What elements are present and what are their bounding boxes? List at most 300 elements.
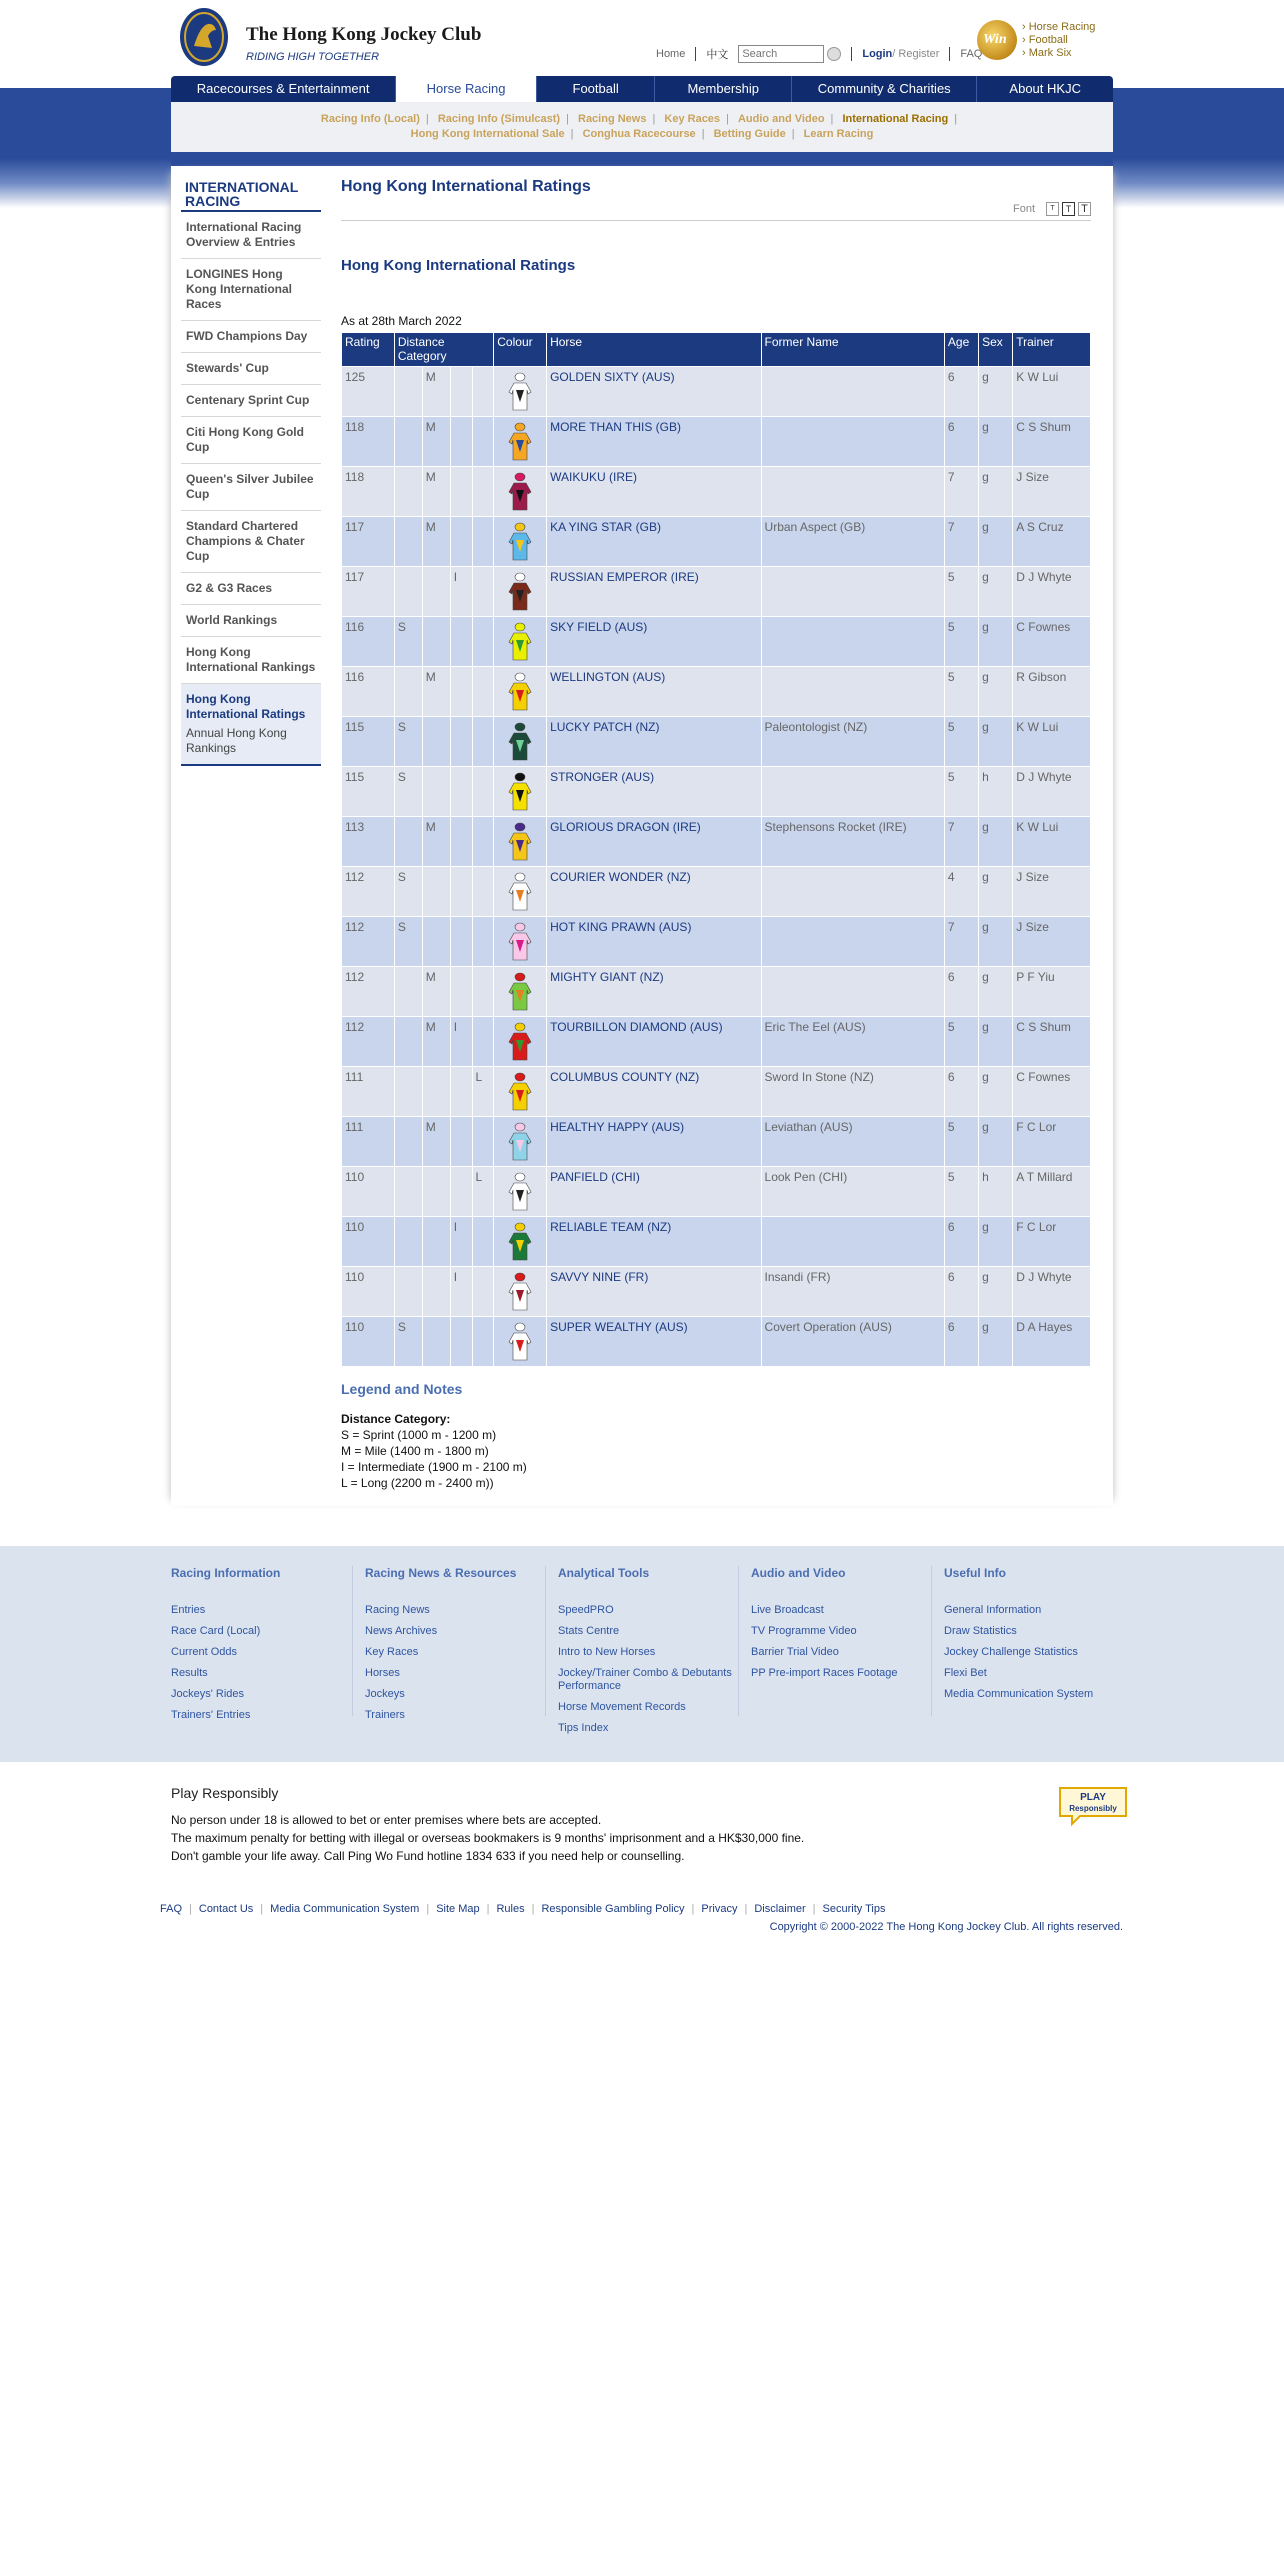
bottom-link-gambling-policy[interactable]: Responsible Gambling Policy (541, 1903, 685, 1915)
language-link[interactable]: 中文 (706, 49, 729, 61)
footer-link[interactable]: Live Broadcast (751, 1604, 824, 1616)
age-cell: 7 (944, 917, 978, 967)
sex-cell: h (979, 767, 1013, 817)
colour-cell (494, 817, 547, 867)
login-link[interactable]: Login (862, 48, 893, 60)
distance-i-cell (450, 1067, 472, 1117)
silk-cap (515, 773, 525, 781)
distance-i-cell (450, 617, 472, 667)
distance-l-cell (472, 867, 494, 917)
jockey-silks-icon (507, 622, 533, 662)
trainer-cell: J Size (1013, 867, 1091, 917)
rating-cell: 112 (342, 867, 395, 917)
former-name-cell (761, 667, 944, 717)
horse-name-link[interactable]: SKY FIELD (AUS) (547, 617, 761, 667)
leftnav-centenary[interactable]: Centenary Sprint Cup (181, 385, 321, 417)
footer-link[interactable]: TV Programme Video (751, 1625, 857, 1637)
home-link[interactable]: Home (656, 48, 686, 60)
trainer-cell: F C Lor (1013, 1217, 1091, 1267)
sex-cell: g (979, 567, 1013, 617)
age-cell: 6 (944, 1217, 978, 1267)
horse-name-link[interactable]: RUSSIAN EMPEROR (IRE) (547, 567, 761, 617)
silk-cap (515, 973, 525, 981)
nav-horse-racing[interactable]: Horse Racing (396, 76, 537, 102)
leftnav-hk-rankings[interactable]: Hong Kong International Rankings (181, 637, 321, 684)
horse-name-link[interactable]: RELIABLE TEAM (NZ) (547, 1217, 761, 1267)
trainer-cell: R Gibson (1013, 667, 1091, 717)
rating-cell: 110 (342, 1317, 395, 1367)
quick-links (1022, 21, 1095, 60)
legend-intermediate: I = Intermediate (1900 m - 2100 m) (341, 1460, 527, 1474)
sex-cell: g (979, 1267, 1013, 1317)
legend-head: Distance Category: (341, 1412, 451, 1426)
jockey-silks-icon (507, 1272, 533, 1312)
colour-cell (494, 1117, 547, 1167)
silk-cap (515, 1073, 525, 1081)
horse-name-link[interactable]: MORE THAN THIS (GB) (547, 417, 761, 467)
bottom-links: FAQ | Contact Us | Media Communication System | Site Map | Rules | Responsible Gambling Policy | Privacy | Disclaimer | Security Tips (160, 1903, 886, 1915)
colour-cell (494, 1217, 547, 1267)
bottom-link-sitemap[interactable]: Site Map (436, 1903, 480, 1915)
former-name-cell: Look Pen (CHI) (761, 1167, 944, 1217)
quicklink-football[interactable]: › Football (1022, 34, 1095, 47)
jockey-silks-icon (507, 522, 533, 562)
left-nav-title: INTERNATIONAL RACING (181, 176, 321, 212)
former-name-cell (761, 567, 944, 617)
distance-l-cell (472, 1217, 494, 1267)
jockey-silks-icon (507, 722, 533, 762)
distance-m-cell: M (422, 367, 450, 417)
play-title: Play Responsibly (171, 1785, 279, 1801)
main-content (341, 176, 1091, 1491)
bottom-link-security[interactable]: Security Tips (822, 1903, 886, 1915)
quicklink-horse-racing[interactable]: › Horse Racing (1022, 21, 1095, 34)
horse-name-link[interactable]: STRONGER (AUS) (547, 767, 761, 817)
distance-i-cell (450, 1117, 472, 1167)
colour-cell (494, 417, 547, 467)
footer-link[interactable]: Entries (171, 1604, 206, 1616)
footer-link[interactable]: Flexi Bet (944, 1667, 987, 1679)
subnav-racing-news[interactable]: Racing News (578, 113, 647, 125)
distance-i-cell (450, 667, 472, 717)
rating-cell: 115 (342, 767, 395, 817)
table-row (342, 417, 1091, 467)
footer-link[interactable]: Race Card (Local) (171, 1625, 261, 1637)
table-row (342, 1217, 1091, 1267)
play-line: Don't gamble your life away. Call Ping Wo Fund hotline 1834 633 if you need help or counselling. (171, 1849, 685, 1863)
footer-link[interactable]: Media Communication System (944, 1688, 1094, 1700)
distance-s-cell (394, 417, 422, 467)
subnav-racing-info-simulcast[interactable]: Racing Info (Simulcast) (437, 113, 561, 125)
jockey-silks-icon (507, 1222, 533, 1262)
quicklink-mark-six[interactable]: › Mark Six (1022, 47, 1095, 60)
horse-name-link[interactable]: SUPER WEALTHY (AUS) (547, 1317, 761, 1367)
horse-name-link[interactable]: COURIER WONDER (NZ) (547, 867, 761, 917)
jockey-silks-icon (507, 1322, 533, 1362)
search-input[interactable] (738, 45, 824, 63)
distance-s-cell (394, 467, 422, 517)
leftnav-standard-chartered[interactable]: Standard Chartered Champions & Chater Cup (181, 511, 321, 573)
trainer-cell: A T Millard (1013, 1167, 1091, 1217)
silk-cap (515, 673, 525, 681)
subnav-international-racing[interactable]: International Racing (842, 113, 949, 125)
font-small-button[interactable]: T (1046, 202, 1059, 216)
footer-link[interactable]: Tips Index (558, 1722, 609, 1734)
nav-racecourses[interactable]: Racecourses & Entertainment (171, 76, 396, 102)
footer-link[interactable]: Racing News (365, 1604, 430, 1616)
subnav-learn-racing[interactable]: Learn Racing (803, 128, 874, 140)
distance-m-cell: M (422, 1017, 450, 1067)
table-row (342, 1067, 1091, 1117)
subnav-racing-info-local[interactable]: Racing Info (Local) (320, 113, 420, 125)
age-cell: 5 (944, 717, 978, 767)
footer-link[interactable]: Barrier Trial Video (751, 1646, 839, 1658)
play-logo-top: PLAY (1080, 1792, 1106, 1803)
distance-s-cell (394, 1217, 422, 1267)
trainer-cell: P F Yiu (1013, 967, 1091, 1017)
footer-link[interactable]: Trainers' Entries (171, 1709, 251, 1721)
distance-m-cell (422, 917, 450, 967)
sub-nav-bar (171, 152, 1113, 166)
distance-i-cell (450, 467, 472, 517)
footer-col-racing-news (352, 1566, 546, 1721)
distance-m-cell: M (422, 667, 450, 717)
silk-cap (515, 623, 525, 631)
distance-i-cell (450, 367, 472, 417)
colour-cell (494, 967, 547, 1017)
jockey-silks-icon (507, 1122, 533, 1162)
distance-m-cell: M (422, 817, 450, 867)
footer-link[interactable]: Stats Centre (558, 1625, 620, 1637)
colour-cell (494, 767, 547, 817)
divider (949, 47, 950, 61)
col-former-name: Former Name (761, 333, 944, 367)
register-link[interactable]: / Register (892, 48, 940, 60)
former-name-cell: Eric The Eel (AUS) (761, 1017, 944, 1067)
colour-cell (494, 917, 547, 967)
horse-name-link[interactable]: GOLDEN SIXTY (AUS) (547, 367, 761, 417)
distance-i-cell (450, 1167, 472, 1217)
distance-m-cell (422, 1217, 450, 1267)
former-name-cell (761, 367, 944, 417)
nav-about[interactable]: About HKJC (1009, 81, 1081, 96)
colour-cell (494, 567, 547, 617)
horse-name-link[interactable]: HEALTHY HAPPY (AUS) (547, 1117, 761, 1167)
colour-cell (494, 517, 547, 567)
footer-link[interactable]: News Archives (365, 1625, 438, 1637)
footer-link[interactable]: Draw Statistics (944, 1625, 1017, 1637)
col-sex: Sex (979, 333, 1013, 367)
horse-name-link[interactable]: MIGHTY GIANT (NZ) (547, 967, 761, 1017)
copyright: Copyright © 2000-2022 The Hong Kong Jockey Club. All rights reserved. (769, 1921, 1123, 1933)
distance-s-cell: S (394, 867, 422, 917)
bottom-link-privacy[interactable]: Privacy (701, 1903, 738, 1915)
subnav-conghua[interactable]: Conghua Racecourse (582, 128, 696, 140)
footer-link[interactable]: Jockeys (365, 1688, 405, 1700)
leftnav-overview[interactable]: International Racing Overview & Entries (181, 212, 321, 259)
colour-cell (494, 467, 547, 517)
horse-name-link[interactable]: HOT KING PRAWN (AUS) (547, 917, 761, 967)
leftnav-citi[interactable]: Citi Hong Kong Gold Cup (181, 417, 321, 464)
sex-cell: g (979, 867, 1013, 917)
rating-cell: 110 (342, 1167, 395, 1217)
brand-name[interactable]: The Hong Kong Jockey Club (246, 24, 482, 45)
colour-cell (494, 1167, 547, 1217)
trainer-cell: D J Whyte (1013, 567, 1091, 617)
table-row (342, 1317, 1091, 1367)
trainer-cell: F C Lor (1013, 1117, 1091, 1167)
rating-cell: 118 (342, 417, 395, 467)
jockey-silks-icon (507, 822, 533, 862)
sex-cell: g (979, 517, 1013, 567)
nav-community[interactable]: Community & Charities (792, 76, 977, 102)
footer-link[interactable]: Jockeys' Rides (171, 1688, 245, 1700)
main-nav (171, 76, 1113, 102)
nav-football[interactable]: Football (537, 76, 656, 102)
sex-cell: g (979, 367, 1013, 417)
section-title: Hong Kong International Ratings (341, 257, 576, 274)
distance-i-cell (450, 517, 472, 567)
font-size-bar (341, 202, 1091, 221)
footer-link[interactable]: Current Odds (171, 1646, 238, 1658)
bottom-link-disclaimer[interactable]: Disclaimer (754, 1903, 806, 1915)
colour-cell (494, 617, 547, 667)
age-cell: 6 (944, 1317, 978, 1367)
footer-link[interactable]: Horse Movement Records (558, 1701, 686, 1713)
leftnav-annual-rankings[interactable]: Annual Hong Kong Rankings (186, 726, 287, 755)
rating-cell: 112 (342, 917, 395, 967)
sex-cell: g (979, 667, 1013, 717)
table-row (342, 367, 1091, 417)
former-name-cell: Urban Aspect (GB) (761, 517, 944, 567)
footer-link[interactable]: Jockey Challenge Statistics (944, 1646, 1078, 1658)
rating-cell: 117 (342, 517, 395, 567)
age-cell: 5 (944, 767, 978, 817)
footer-col-title: Racing Information (171, 1566, 281, 1580)
footer-col-title: Analytical Tools (558, 1566, 650, 1580)
former-name-cell: Covert Operation (AUS) (761, 1317, 944, 1367)
distance-s-cell (394, 967, 422, 1017)
sex-cell: g (979, 1017, 1013, 1067)
trainer-cell: J Size (1013, 467, 1091, 517)
distance-l-cell (472, 367, 494, 417)
footer-link[interactable]: Trainers (365, 1709, 405, 1721)
age-cell: 5 (944, 1117, 978, 1167)
footer-col-audio-video (738, 1566, 932, 1716)
distance-m-cell (422, 767, 450, 817)
subnav-audio-video[interactable]: Audio and Video (737, 113, 825, 125)
horse-name-link[interactable]: KA YING STAR (GB) (547, 517, 761, 567)
footer-link[interactable]: Results (171, 1667, 208, 1679)
footer-link[interactable]: Jockey/Trainer Combo & Debutants Performance (558, 1667, 732, 1692)
distance-l-cell (472, 1117, 494, 1167)
jockey-silks-icon (507, 772, 533, 812)
table-row (342, 967, 1091, 1017)
jockey-silks-icon (507, 472, 533, 512)
former-name-cell (761, 867, 944, 917)
age-cell: 7 (944, 817, 978, 867)
bottom-link-contact[interactable]: Contact Us (198, 1903, 254, 1915)
table-row (342, 1117, 1091, 1167)
rating-cell: 111 (342, 1117, 395, 1167)
jockey-silks-icon (507, 572, 533, 612)
utility-links (656, 45, 982, 63)
distance-m-cell: M (422, 1117, 450, 1167)
distance-m-cell (422, 567, 450, 617)
sex-cell: g (979, 1317, 1013, 1367)
table-row (342, 617, 1091, 667)
nav-membership[interactable]: Membership (655, 76, 792, 102)
footer-link[interactable]: PP Pre-import Races Footage (751, 1667, 898, 1679)
age-cell: 6 (944, 1267, 978, 1317)
legend-long: L = Long (2200 m - 2400 m)) (341, 1476, 494, 1490)
distance-l-cell (472, 767, 494, 817)
font-large-button[interactable]: T (1078, 202, 1091, 216)
silk-cap (515, 1123, 525, 1131)
footer-link[interactable]: Horses (365, 1667, 400, 1679)
distance-i-cell (450, 417, 472, 467)
leftnav-queens[interactable]: Queen's Silver Jubilee Cup (181, 464, 321, 511)
distance-l-cell (472, 1267, 494, 1317)
leftnav-fwd[interactable]: FWD Champions Day (181, 321, 321, 353)
age-cell: 7 (944, 517, 978, 567)
subnav-international-sale[interactable]: Hong Kong International Sale (410, 128, 565, 140)
sex-cell: g (979, 717, 1013, 767)
bottom-link-faq[interactable]: FAQ (160, 1903, 183, 1915)
distance-s-cell (394, 567, 422, 617)
table-row (342, 1167, 1091, 1217)
silk-cap (515, 1273, 525, 1281)
distance-i-cell (450, 717, 472, 767)
distance-s-cell (394, 1067, 422, 1117)
silk-cap (515, 1023, 525, 1031)
leftnav-hk-ratings[interactable]: Hong Kong International Ratings (186, 692, 306, 721)
table-row (342, 717, 1091, 767)
divider (851, 47, 852, 61)
distance-i-cell (450, 1317, 472, 1367)
distance-l-cell (472, 1017, 494, 1067)
footer-col-title: Useful Info (944, 1566, 1006, 1580)
distance-i-cell (450, 767, 472, 817)
trainer-cell: K W Lui (1013, 817, 1091, 867)
distance-s-cell (394, 667, 422, 717)
search-go-icon[interactable] (827, 47, 841, 61)
horse-name-link[interactable]: WELLINGTON (AUS) (547, 667, 761, 717)
play-line: No person under 18 is allowed to bet or enter premises where bets are accepted. (171, 1813, 602, 1827)
horse-name-link[interactable]: GLORIOUS DRAGON (IRE) (547, 817, 761, 867)
play-responsibly-logo-icon[interactable] (1058, 1786, 1128, 1826)
colour-cell (494, 1317, 547, 1367)
table-row (342, 517, 1091, 567)
subnav-key-races[interactable]: Key Races (664, 113, 721, 125)
distance-s-cell (394, 1167, 422, 1217)
distance-l-cell: L (472, 1067, 494, 1117)
distance-s-cell (394, 1017, 422, 1067)
bottom-link-media[interactable]: Media Communication System (270, 1903, 420, 1915)
rating-cell: 111 (342, 1067, 395, 1117)
trainer-cell: K W Lui (1013, 367, 1091, 417)
horse-name-link[interactable]: LUCKY PATCH (NZ) (547, 717, 761, 767)
table-row (342, 467, 1091, 517)
jockey-silks-icon (507, 672, 533, 712)
former-name-cell: Leviathan (AUS) (761, 1117, 944, 1167)
leftnav-g2g3[interactable]: G2 & G3 Races (181, 573, 321, 605)
footer-col-title: Racing News & Resources (365, 1566, 517, 1580)
jockey-silks-icon (507, 372, 533, 412)
distance-m-cell (422, 717, 450, 767)
age-cell: 6 (944, 367, 978, 417)
footer-links (0, 1546, 1284, 1762)
silk-cap (515, 473, 525, 481)
distance-l-cell (472, 717, 494, 767)
leftnav-world-rankings[interactable]: World Rankings (181, 605, 321, 637)
footer-link[interactable]: Key Races (365, 1646, 419, 1658)
leftnav-longines[interactable]: LONGINES Hong Kong International Races (181, 259, 321, 321)
age-cell: 5 (944, 1017, 978, 1067)
former-name-cell: Stephensons Rocket (IRE) (761, 817, 944, 867)
age-cell: 7 (944, 467, 978, 517)
legend-title: Legend and Notes (341, 1381, 463, 1397)
former-name-cell: Insandi (FR) (761, 1267, 944, 1317)
trainer-cell: D J Whyte (1013, 767, 1091, 817)
age-cell: 6 (944, 1067, 978, 1117)
distance-s-cell (394, 517, 422, 567)
leftnav-stewards[interactable]: Stewards' Cup (181, 353, 321, 385)
subnav-betting-guide[interactable]: Betting Guide (713, 128, 786, 140)
distance-i-cell: I (450, 1217, 472, 1267)
trainer-cell: K W Lui (1013, 717, 1091, 767)
silk-cap (515, 923, 525, 931)
footer-link[interactable]: Intro to New Horses (558, 1646, 656, 1658)
distance-i-cell (450, 817, 472, 867)
sex-cell: g (979, 1117, 1013, 1167)
win-badge-icon[interactable] (977, 20, 1017, 60)
sex-cell: g (979, 817, 1013, 867)
silk-cap (515, 1323, 525, 1331)
bottom-link-rules[interactable]: Rules (496, 1903, 525, 1915)
sex-cell: g (979, 967, 1013, 1017)
hkjc-logo-icon[interactable] (178, 6, 230, 68)
rating-cell: 112 (342, 967, 395, 1017)
legend-mile: M = Mile (1400 m - 1800 m) (341, 1444, 489, 1458)
distance-l-cell (472, 467, 494, 517)
footer-link[interactable]: SpeedPRO (558, 1604, 614, 1616)
faq-link[interactable]: FAQ (960, 48, 983, 60)
former-name-cell (761, 967, 944, 1017)
trainer-cell: C S Shum (1013, 1017, 1091, 1067)
rating-cell: 118 (342, 467, 395, 517)
horse-name-link[interactable]: COLUMBUS COUNTY (NZ) (547, 1067, 761, 1117)
horse-name-link[interactable]: WAIKUKU (IRE) (547, 467, 761, 517)
sex-cell: g (979, 917, 1013, 967)
horse-name-link[interactable]: TOURBILLON DIAMOND (AUS) (547, 1017, 761, 1067)
trainer-cell: D J Whyte (1013, 1267, 1091, 1317)
silk-cap (515, 423, 525, 431)
sub-nav: Racing Info (Local) | Racing Info (Simulcast) | Racing News | Key Races | Audio and Video | International Racing | Hong Kong International Sale | Conghua Racecourse | Betting Guide | Learn Racing (171, 102, 1113, 152)
distance-i-cell: I (450, 1267, 472, 1317)
font-medium-button[interactable]: T (1062, 202, 1075, 216)
distance-m-cell (422, 617, 450, 667)
table-row (342, 567, 1091, 617)
footer-link[interactable]: General Information (944, 1604, 1042, 1616)
play-logo-bottom: Responsibly (1069, 1804, 1117, 1813)
sex-cell: g (979, 617, 1013, 667)
distance-i-cell: I (450, 567, 472, 617)
brand-tagline: RIDING HIGH TOGETHER (246, 51, 380, 63)
horse-name-link[interactable]: PANFIELD (CHI) (547, 1167, 761, 1217)
horse-name-link[interactable]: SAVVY NINE (FR) (547, 1267, 761, 1317)
distance-l-cell (472, 417, 494, 467)
